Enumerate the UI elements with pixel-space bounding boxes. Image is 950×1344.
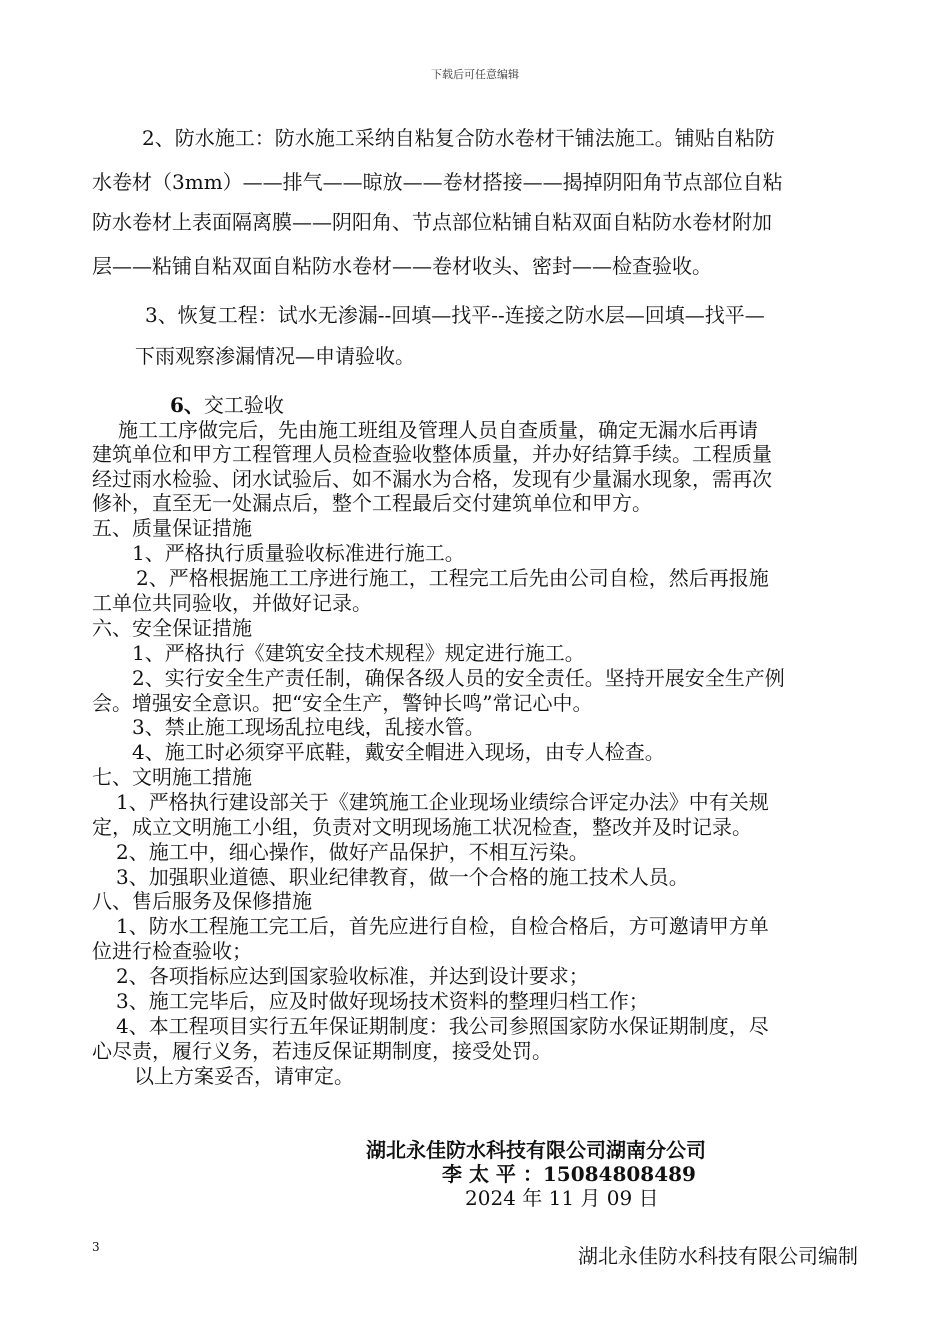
list-item: 3、禁止施工现场乱拉电线，乱接水管。 bbox=[132, 715, 485, 739]
paragraph-line: 防水卷材上表面隔离膜——阴阳角、节点部位粘铺自粘双面自粘防水卷材附加 bbox=[92, 210, 772, 234]
closing-line: 以上方案妥否，请审定。 bbox=[134, 1064, 354, 1088]
list-item: 4、本工程项目实行五年保证期制度：我公司参照国家防水保证期制度，尽 bbox=[116, 1014, 769, 1038]
section-heading: 五、质量保证措施 bbox=[92, 516, 252, 540]
list-item: 3、施工完毕后，应及时做好现场技术资料的整理归档工作； bbox=[116, 989, 649, 1013]
paragraph-line: 施工工序做完后，先由施工班组及管理人员自查质量，确定无漏水后再请 bbox=[118, 418, 758, 442]
section-heading: 六、安全保证措施 bbox=[92, 616, 252, 640]
list-item: 心尽责，履行义务，若违反保证期制度，接受处罚。 bbox=[92, 1039, 552, 1063]
list-item: 2、各项指标应达到国家验收标准，并达到设计要求； bbox=[116, 964, 589, 988]
list-item: 4、施工时必须穿平底鞋，戴安全帽进入现场，由专人检查。 bbox=[132, 740, 665, 764]
page-number: 3 bbox=[92, 1240, 100, 1254]
list-item: 定，成立文明施工小组，负责对文明现场施工状况检查，整改并及时记录。 bbox=[92, 815, 752, 839]
list-item: 工单位共同验收，并做好记录。 bbox=[92, 591, 372, 615]
signature-date: 2024 年 11 月 09 日 bbox=[465, 1186, 659, 1210]
list-item: 2、严格根据施工工序进行施工，工程完工后先由公司自检，然后再报施 bbox=[136, 566, 769, 590]
paragraph-line: 2、防水施工：防水施工采纳自粘复合防水卷材干铺法施工。铺贴自粘防 bbox=[142, 126, 775, 150]
paragraph-line: 经过雨水检验、闭水试验后、如不漏水为合格，发现有少量漏水现象，需再次 bbox=[92, 467, 772, 491]
list-item: 2、施工中，细心操作，做好产品保护，不相互污染。 bbox=[116, 840, 589, 864]
section-number: 6、 bbox=[170, 393, 204, 417]
paragraph-line: 层——粘铺自粘双面自粘防水卷材——卷材收头、密封——检查验收。 bbox=[92, 254, 712, 278]
list-item: 1、严格执行《建筑安全技术规程》规定进行施工。 bbox=[132, 641, 585, 665]
section-heading bbox=[170, 392, 940, 418]
paragraph-line: 修补，直至无一处漏点后，整个工程最后交付建筑单位和甲方。 bbox=[92, 491, 652, 515]
list-item: 位进行检查验收； bbox=[92, 939, 252, 963]
paragraph-line: 建筑单位和甲方工程管理人员检查验收整体质量，并办好结算手续。工程质量 bbox=[92, 442, 772, 466]
list-item: 1、严格执行质量验收标准进行施工。 bbox=[132, 541, 465, 565]
footer-editor: 湖北永佳防水科技有限公司编制 bbox=[578, 1244, 858, 1268]
list-item: 1、严格执行建设部关于《建筑施工企业现场业绩综合评定办法》中有关规 bbox=[116, 790, 769, 814]
paragraph-line: 下雨观察渗漏情况—申请验收。 bbox=[135, 344, 415, 368]
list-item: 1、防水工程施工完工后，首先应进行自检，自检合格后，方可邀请甲方单 bbox=[116, 914, 769, 938]
contact-line: 李 太 平 ：15084808489 bbox=[442, 1162, 696, 1186]
section-heading: 七、文明施工措施 bbox=[92, 765, 252, 789]
list-item: 3、加强职业道德、职业纪律教育，做一个合格的施工技术人员。 bbox=[116, 865, 689, 889]
section-heading: 八、售后服务及保修措施 bbox=[92, 889, 312, 913]
list-item: 2、实行安全生产责任制，确保各级人员的安全责任。坚持开展安全生产例 bbox=[132, 666, 785, 690]
paragraph-line: 水卷材（3mm）——排气——晾放——卷材搭接——揭掉阴阳角节点部位自粘 bbox=[92, 170, 783, 194]
section-title: 交工验收 bbox=[203, 393, 284, 417]
list-item: 会。增强安全意识。把“安全生产，警钟长鸣”常记心中。 bbox=[92, 691, 593, 715]
company-name: 湖北永佳防水科技有限公司湖南分公司 bbox=[366, 1138, 706, 1162]
page-header: 下载后可任意编辑 bbox=[431, 68, 519, 81]
paragraph-line: 3、恢复工程：试水无渗漏--回填—找平--连接之防水层—回填—找平— bbox=[145, 303, 765, 327]
